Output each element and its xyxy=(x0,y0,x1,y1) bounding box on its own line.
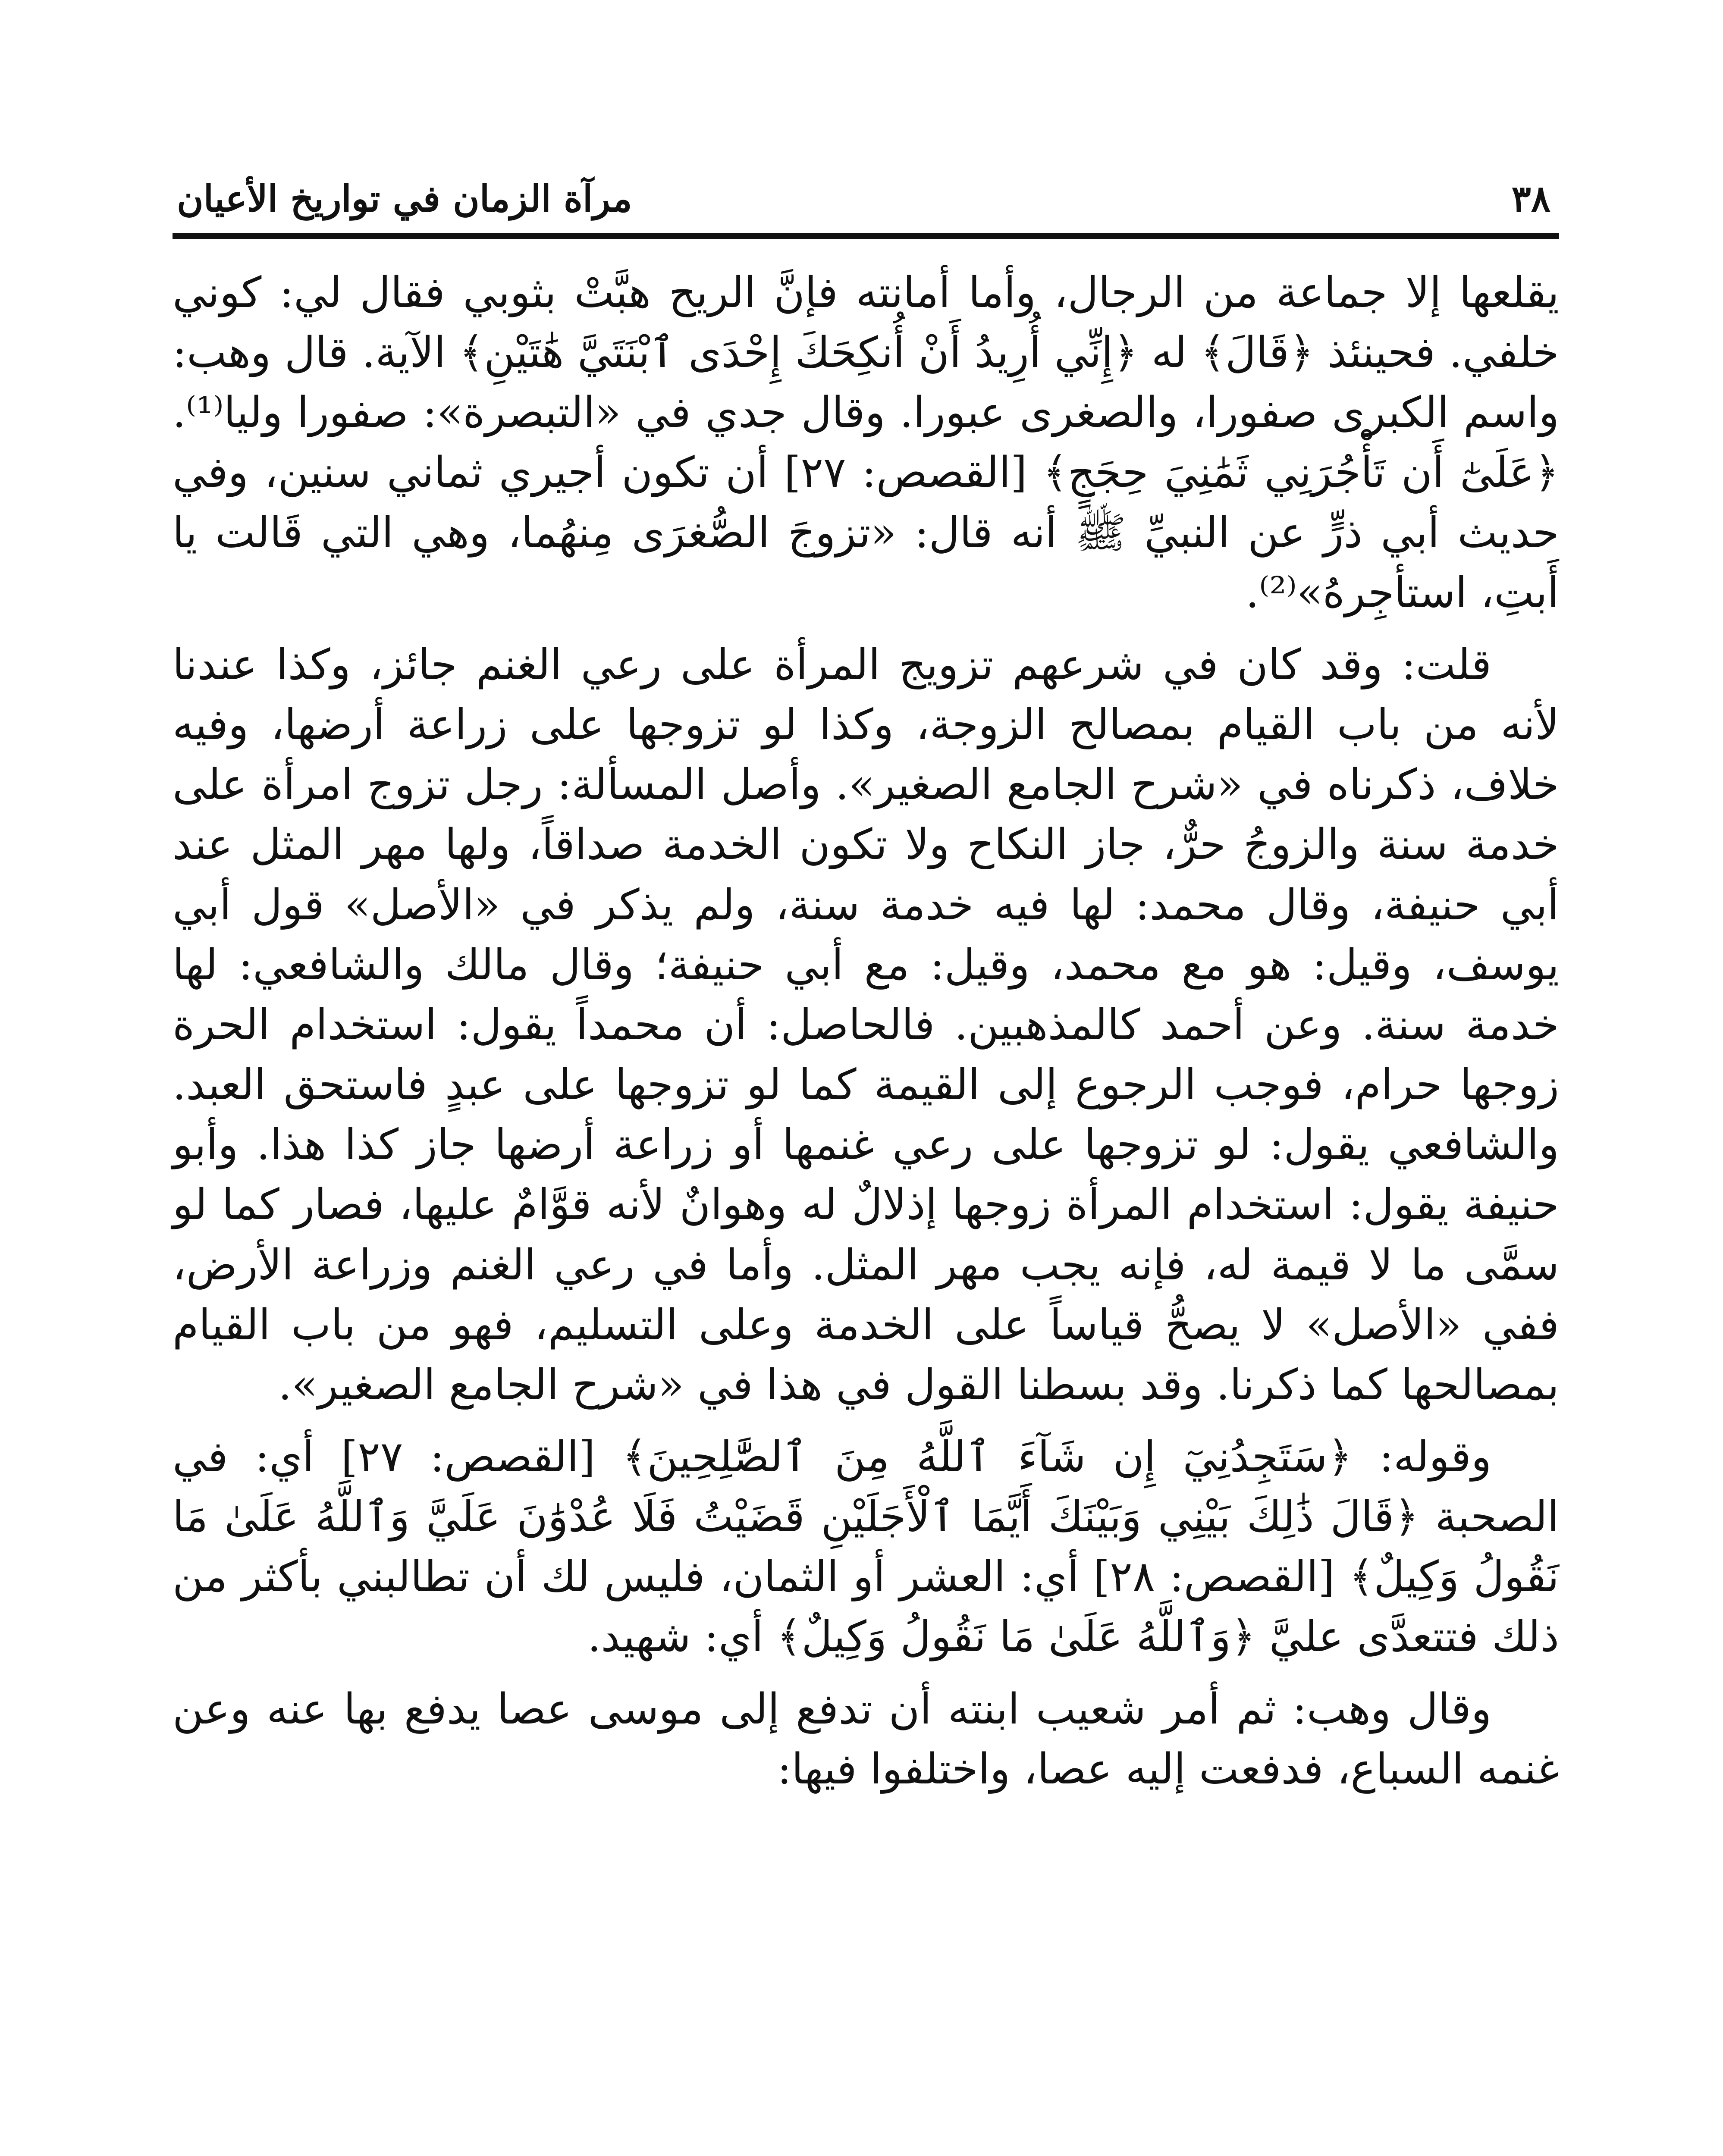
paragraph-1: يقلعها إلا جماعة من الرجال، وأما أمانته فإنَّ الريح هبَّتْ بثوبي فقال لي: كوني خلفي. فحينئذ ﴿قَالَ﴾ له ﴿إِنِّي أُرِيدُ أَنْ أُنكِحَكَ إِحْدَى ٱبْنَتَيَّ هَٰتَيْنِ﴾ الآية. قال وهب: واسم الكبرى صفورا، والصغرى عبورا. وقال جدي في «التبصرة»: صفورا وليا⁽¹⁾. ﴿عَلَىٰٓ أَن تَأْجُرَنِي ثَمَٰنِيَ حِجَجٍ﴾ [القصص: ٢٧] أن تكون أجيري ثماني سنين، وفي حديث أبي ذرٍّ عن النبيِّ ﷺ أنه قال: «تزوجَ الصُّغرَى مِنهُما، وهي التي قَالت يا أَبتِ، استأجِرهُ»⁽²⁾. xyxy=(173,268,1559,617)
paragraph-3: وقوله: ﴿سَتَجِدُنِيٓ إِن شَآءَ ٱللَّهُ مِنَ ٱلصَّٰلِحِينَ﴾ [القصص: ٢٧] أي: في الصحبة ﴿قَالَ ذَٰلِكَ بَيْنِي وَبَيْنَكَ أَيَّمَا ٱلْأَجَلَيْنِ قَضَيْتُ فَلَا عُدْوَٰنَ عَلَيَّ وَٱللَّهُ عَلَىٰ مَا نَقُولُ وَكِيلٌ﴾ [القصص: ٢٨] أي: العشر أو الثمان، فليس لك أن تطالبني بأكثر من ذلك فتتعدَّى عليَّ ﴿وَٱللَّهُ عَلَىٰ مَا نَقُولُ وَكِيلٌ﴾ أي: شهيد. xyxy=(173,1432,1559,1662)
main-text xyxy=(173,263,1559,1811)
page-header xyxy=(177,142,1550,220)
header-rule xyxy=(173,233,1559,239)
paragraph-2: قلت: وقد كان في شرعهم تزويج المرأة على رعي الغنم جائز، وكذا عندنا لأنه من باب القيام بمصالح الزوجة، وكذا لو تزوجها على زراعة أرضها، وفيه خلاف، ذكرناه في «شرح الجامع الصغير». وأصل المسألة: رجل تزوج امرأة على خدمة سنة والزوجُ حرٌّ، جاز النكاح ولا تكون الخدمة صداقاً، ولها مهر المثل عند أبي حنيفة، وقال محمد: لها فيه خدمة سنة، ولم يذكر في «الأصل» قول أبي يوسف، وقيل: هو مع محمد، وقيل: مع أبي حنيفة؛ وقال مالك والشافعي: لها خدمة سنة. وعن أحمد كالمذهبين. فالحاصل: أن محمداً يقول: استخدام الحرة زوجها حرام، فوجب الرجوع إلى القيمة كما لو تزوجها على عبدٍ فاستحق العبد. والشافعي يقول: لو تزوجها على رعي غنمها أو زراعة أرضها جاز كذا هذا. وأبو حنيفة يقول: استخدام المرأة زوجها إذلالٌ له وهوانٌ لأنه قوَّامٌ عليها، فصار كما لو سمَّى ما لا قيمة له، فإنه يجب مهر المثل. وأما في رعي الغنم وزراعة الأرض، ففي «الأصل» لا يصحُّ قياساً على الخدمة وعلى التسليم، فهو من باب القيام بمصالحها كما ذكرنا. وقد بسطنا القول في هذا في «شرح الجامع الصغير». xyxy=(173,640,1559,1410)
paragraph-4: وقال وهب: ثم أمر شعيب ابنته أن تدفع إلى موسى عصا يدفع بها عنه وعن غنمه السباع، فدفعت إليه عصا، واختلفوا فيها: xyxy=(173,1684,1559,1794)
page-number: ٣٨ xyxy=(1511,177,1550,220)
running-title: مرآة الزمان في تواريخ الأعيان xyxy=(177,177,632,220)
